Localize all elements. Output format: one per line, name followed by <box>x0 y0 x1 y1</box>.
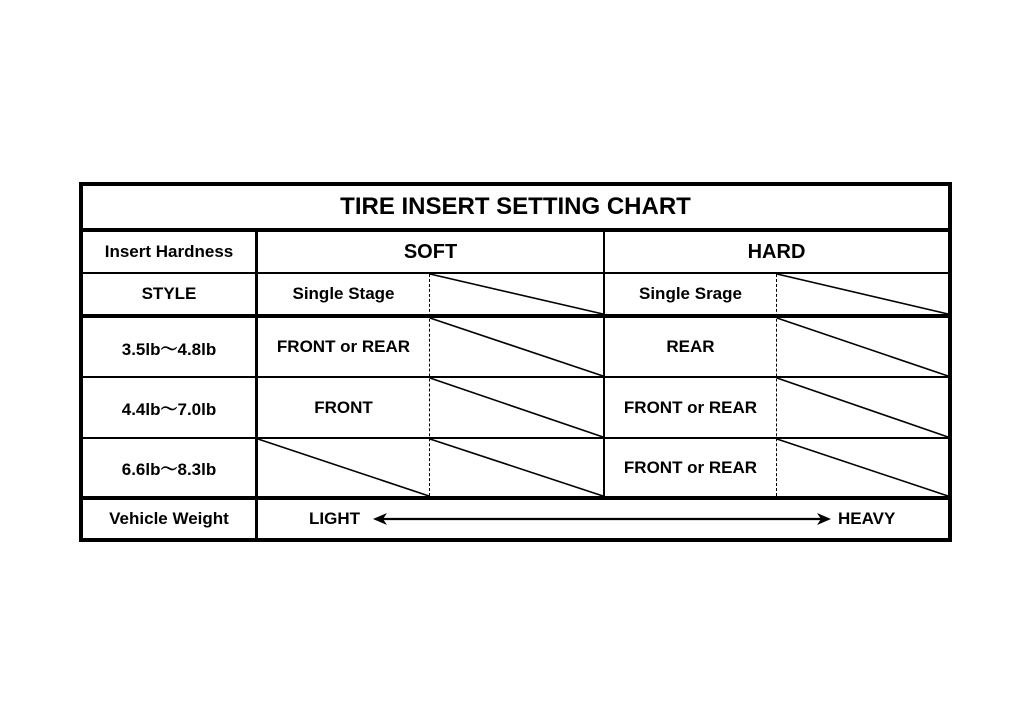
diagonal-row2-hard <box>777 378 948 437</box>
diagonal-row1-hard <box>777 318 948 376</box>
diagonal-row3-soft-a <box>258 439 429 496</box>
diagonal-row3-hard <box>777 439 948 496</box>
hard-header: HARD <box>747 240 806 263</box>
tire-insert-setting-chart <box>79 182 952 542</box>
hard-position-3: FRONT or REAR <box>623 457 758 477</box>
diagonal-row1-soft <box>430 318 603 376</box>
diagonal-row2-soft <box>430 378 603 437</box>
weight-range-1: 3.5lb～4.8lb <box>121 339 217 359</box>
light-label: LIGHT <box>309 509 360 528</box>
soft-position-2: FRONT <box>314 397 373 417</box>
style-label: STYLE <box>141 284 197 303</box>
chart-title: TIRE INSERT SETTING CHART <box>340 193 691 220</box>
heavy-label: HEAVY <box>838 509 896 528</box>
hard-style-value: Single Srage <box>639 284 742 303</box>
vehicle-weight-label: Vehicle Weight <box>109 509 229 528</box>
weight-range-3: 6.6lb～8.3lb <box>121 460 217 479</box>
soft-position-1: FRONT or REAR <box>276 337 411 356</box>
insert-hardness-label: Insert Hardness <box>104 242 234 261</box>
hard-position-2: FRONT or REAR <box>623 397 758 417</box>
soft-style-value: Single Stage <box>292 284 395 303</box>
diagonal-style-hard <box>777 274 948 314</box>
diagonal-style-soft <box>430 274 603 314</box>
soft-header: SOFT <box>403 240 458 263</box>
hard-position-1: REAR <box>666 337 715 356</box>
diagonal-row3-soft-b <box>430 439 603 496</box>
weight-range-2: 4.4lb～7.0lb <box>121 400 217 419</box>
light-heavy-arrow <box>373 512 833 526</box>
